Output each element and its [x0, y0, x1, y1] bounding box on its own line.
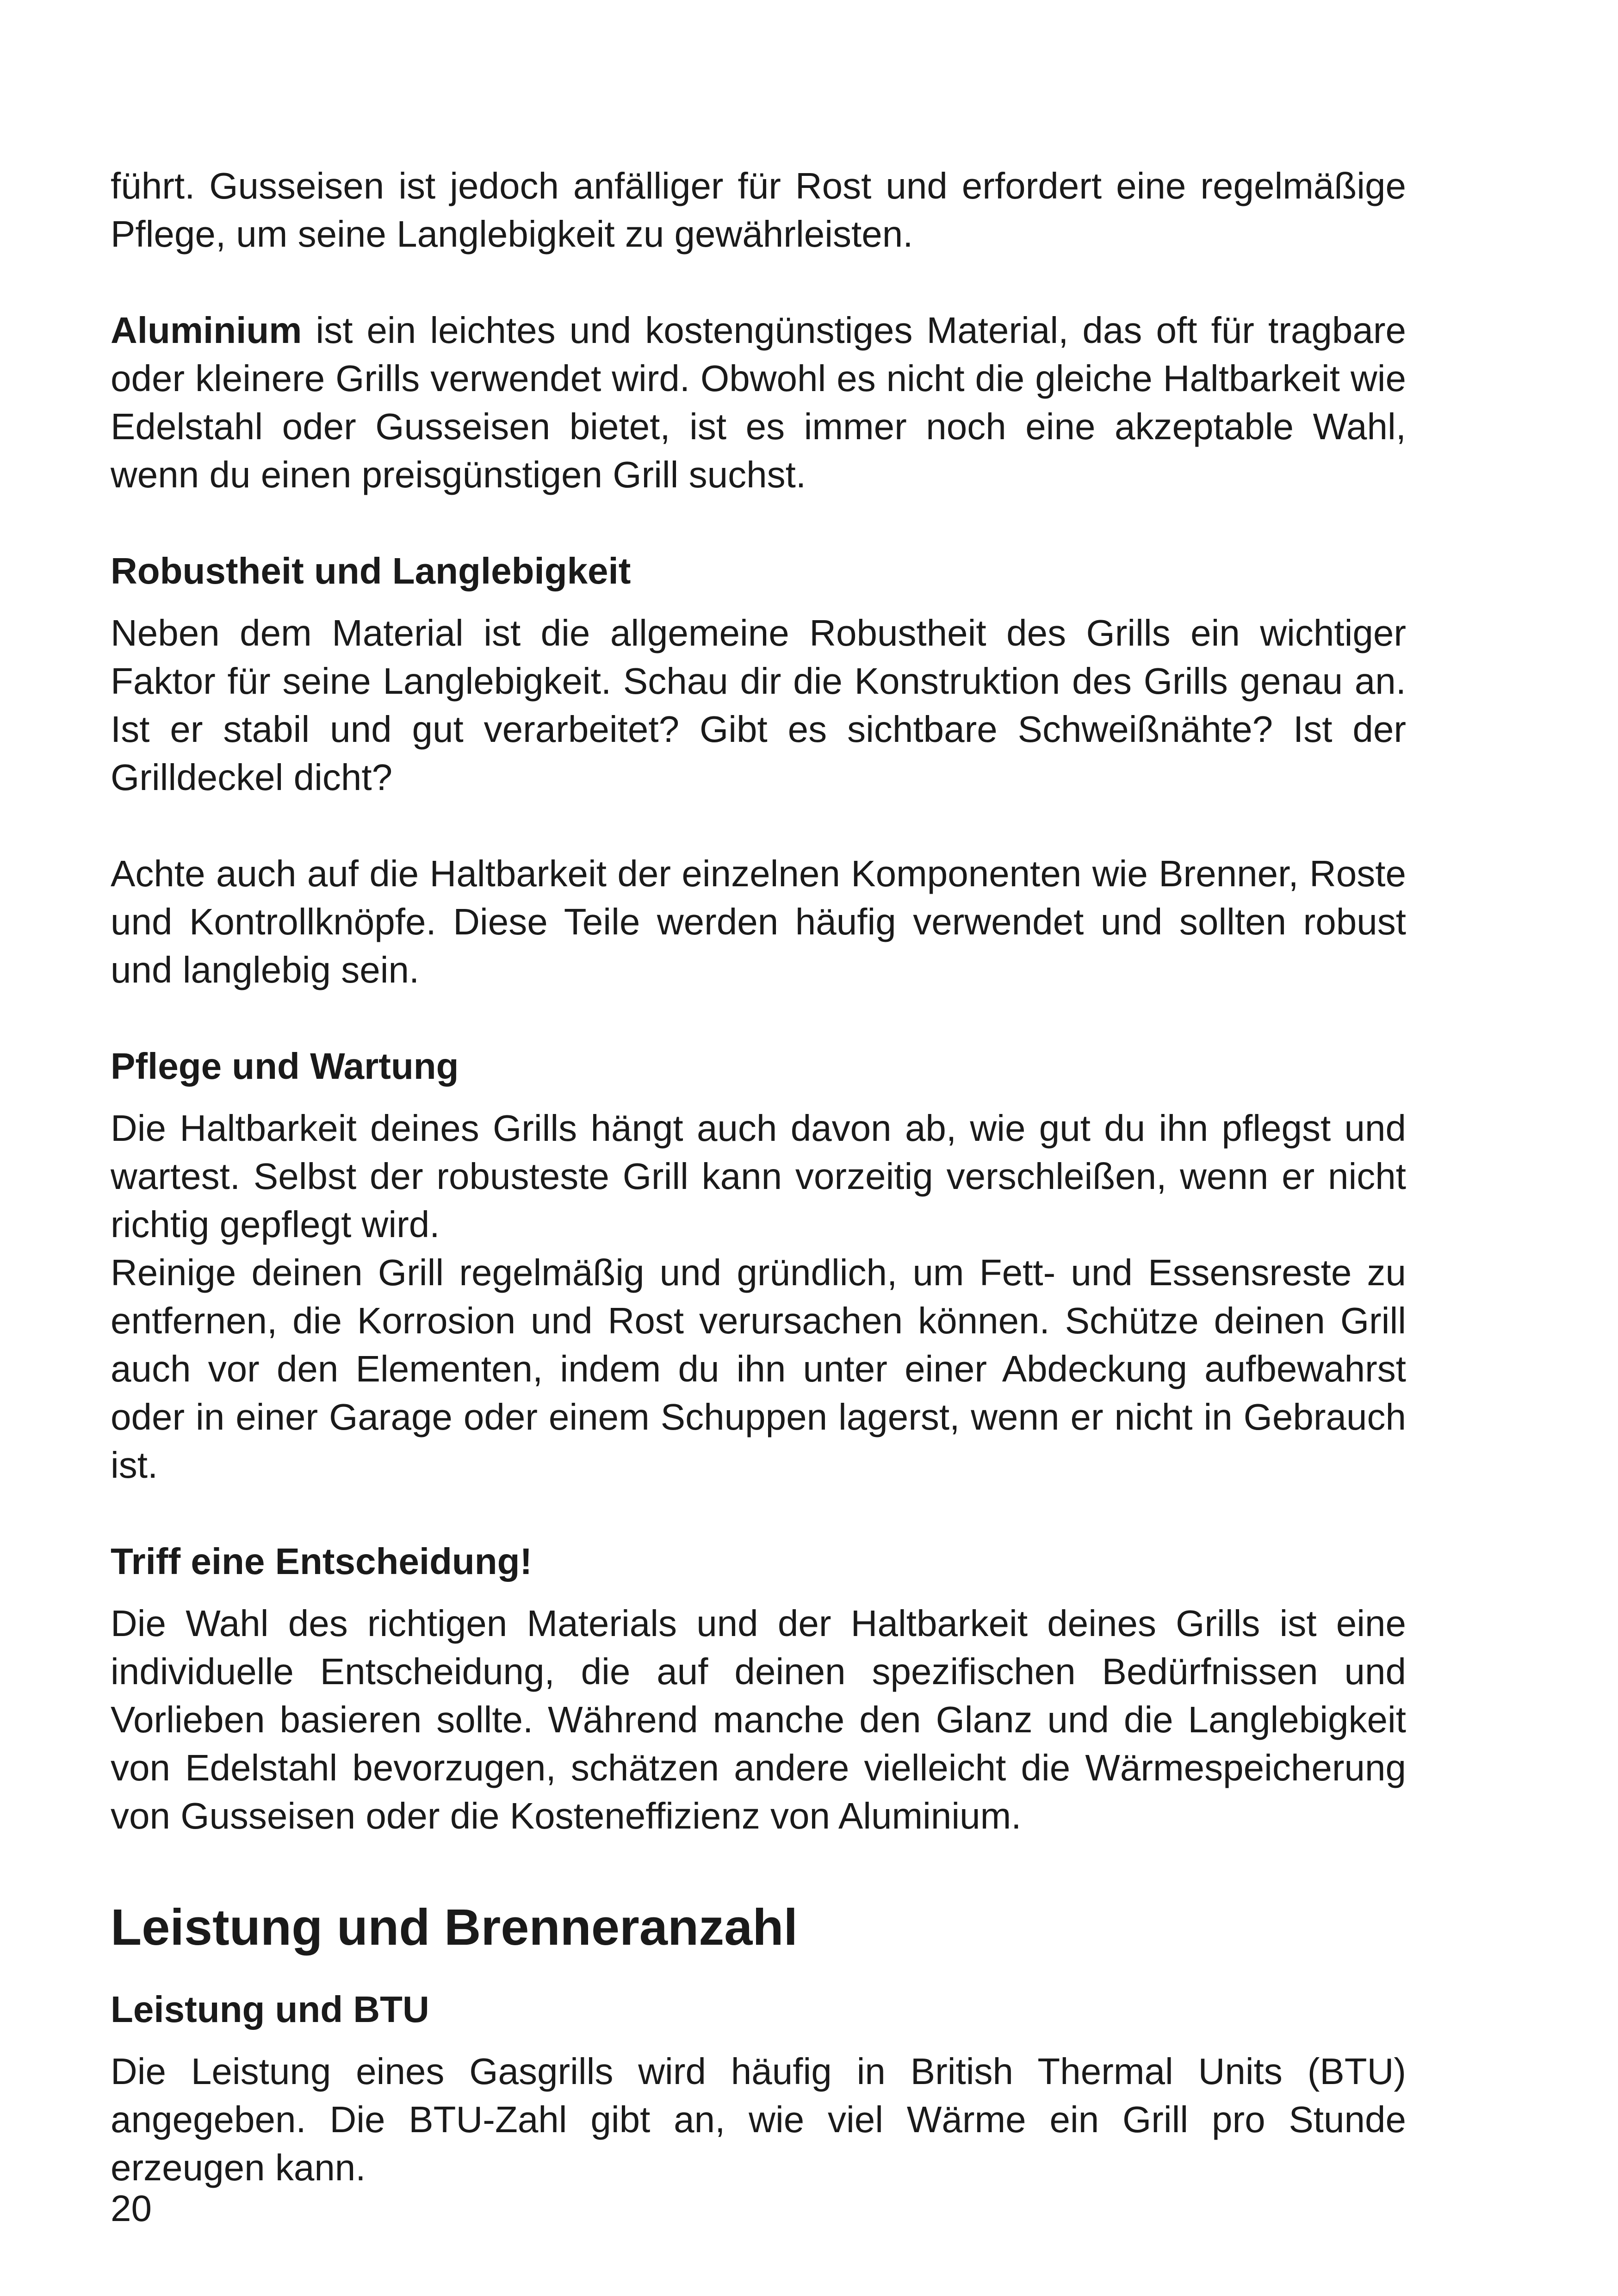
paragraph-entscheidung: Die Wahl des richtigen Materials und der Haltbarkeit deines Grills ist eine individuelle Entscheidung, die auf deinen spezifischen Bedürfnissen und Vorlieben basieren sollte. Während manche den Glanz und die Langlebigkeit von Edelstahl bevorzugen, schätzen andere vielleicht die Wärmespeicherung von Gusseisen oder die Kosteneffizienz von Aluminium.: [111, 1603, 1406, 1836]
paragraph-robustheit-1: Neben dem Material ist die allgemeine Robustheit des Grills ein wichtiger Faktor für seine Langlebigkeit. Schau dir die Konstruktion des Grills genau an. Ist er stabil und gut verarbeitet? Gibt es sichtbare Schweißnähte? Ist der Grilldeckel dicht?: [111, 612, 1406, 798]
heading-leistung-btu: Leistung und BTU: [111, 1989, 429, 2030]
paragraph-pflege-1: Die Haltbarkeit deines Grills hängt auch davon ab, wie gut du ihn pflegst und wartest. Selbst der robusteste Grill kann vorzeitig verschleißen, wenn er nicht richtig gepflegt wird.: [111, 1108, 1406, 1245]
page-number: 20: [111, 2188, 152, 2229]
heading-pflege: Pflege und Wartung: [111, 1045, 459, 1087]
paragraph-aluminium: [111, 306, 1406, 499]
paragraph-leistung-btu: Die Leistung eines Gasgrills wird häufig in British Thermal Units (BTU) angegeben. Die BTU-Zahl gibt an, wie viel Wärme ein Grill pro Stunde erzeugen kann.: [111, 2051, 1406, 2188]
chapter-title: Leistung und Brenneranzahl: [111, 1899, 798, 1956]
paragraph-aluminium-text: ist ein leichtes und kostengünstiges Material, das oft für tragbare oder kleinere Grills verwendet wird. Obwohl es nicht die gleiche Haltbarkeit wie Edelstahl oder Gusseisen bietet, ist es immer noch eine akzeptable Wahl, wenn du einen preisgünstigen Grill suchst.: [111, 310, 1406, 495]
paragraph-pflege-2: Reinige deinen Grill regelmäßig und gründlich, um Fett- und Essensreste zu entfernen, die Korrosion und Rost verursachen können. Schütze deinen Grill auch vor den Elementen, indem du ihn unter einer Abdeckung aufbewahrst oder in einer Garage oder einem Schuppen lagerst, wenn er nicht in Gebrauch ist.: [111, 1252, 1406, 1486]
paragraph-robustheit-2: Achte auch auf die Haltbarkeit der einzelnen Komponenten wie Brenner, Roste und Kontrollknöpfe. Diese Teile werden häufig verwendet und sollten robust und langlebig sein.: [111, 853, 1406, 990]
heading-robustheit: Robustheit und Langlebigkeit: [111, 550, 631, 591]
page-content: [111, 162, 1406, 2192]
heading-entscheidung: Triff eine Entscheidung!: [111, 1541, 533, 1582]
term-aluminium: Aluminium: [111, 310, 302, 351]
paragraph-gusseisen-continuation: führt. Gusseisen ist jedoch anfälliger für Rost und erfordert eine regelmäßige Pflege, um seine Langlebigkeit zu gewährleisten.: [111, 165, 1406, 255]
